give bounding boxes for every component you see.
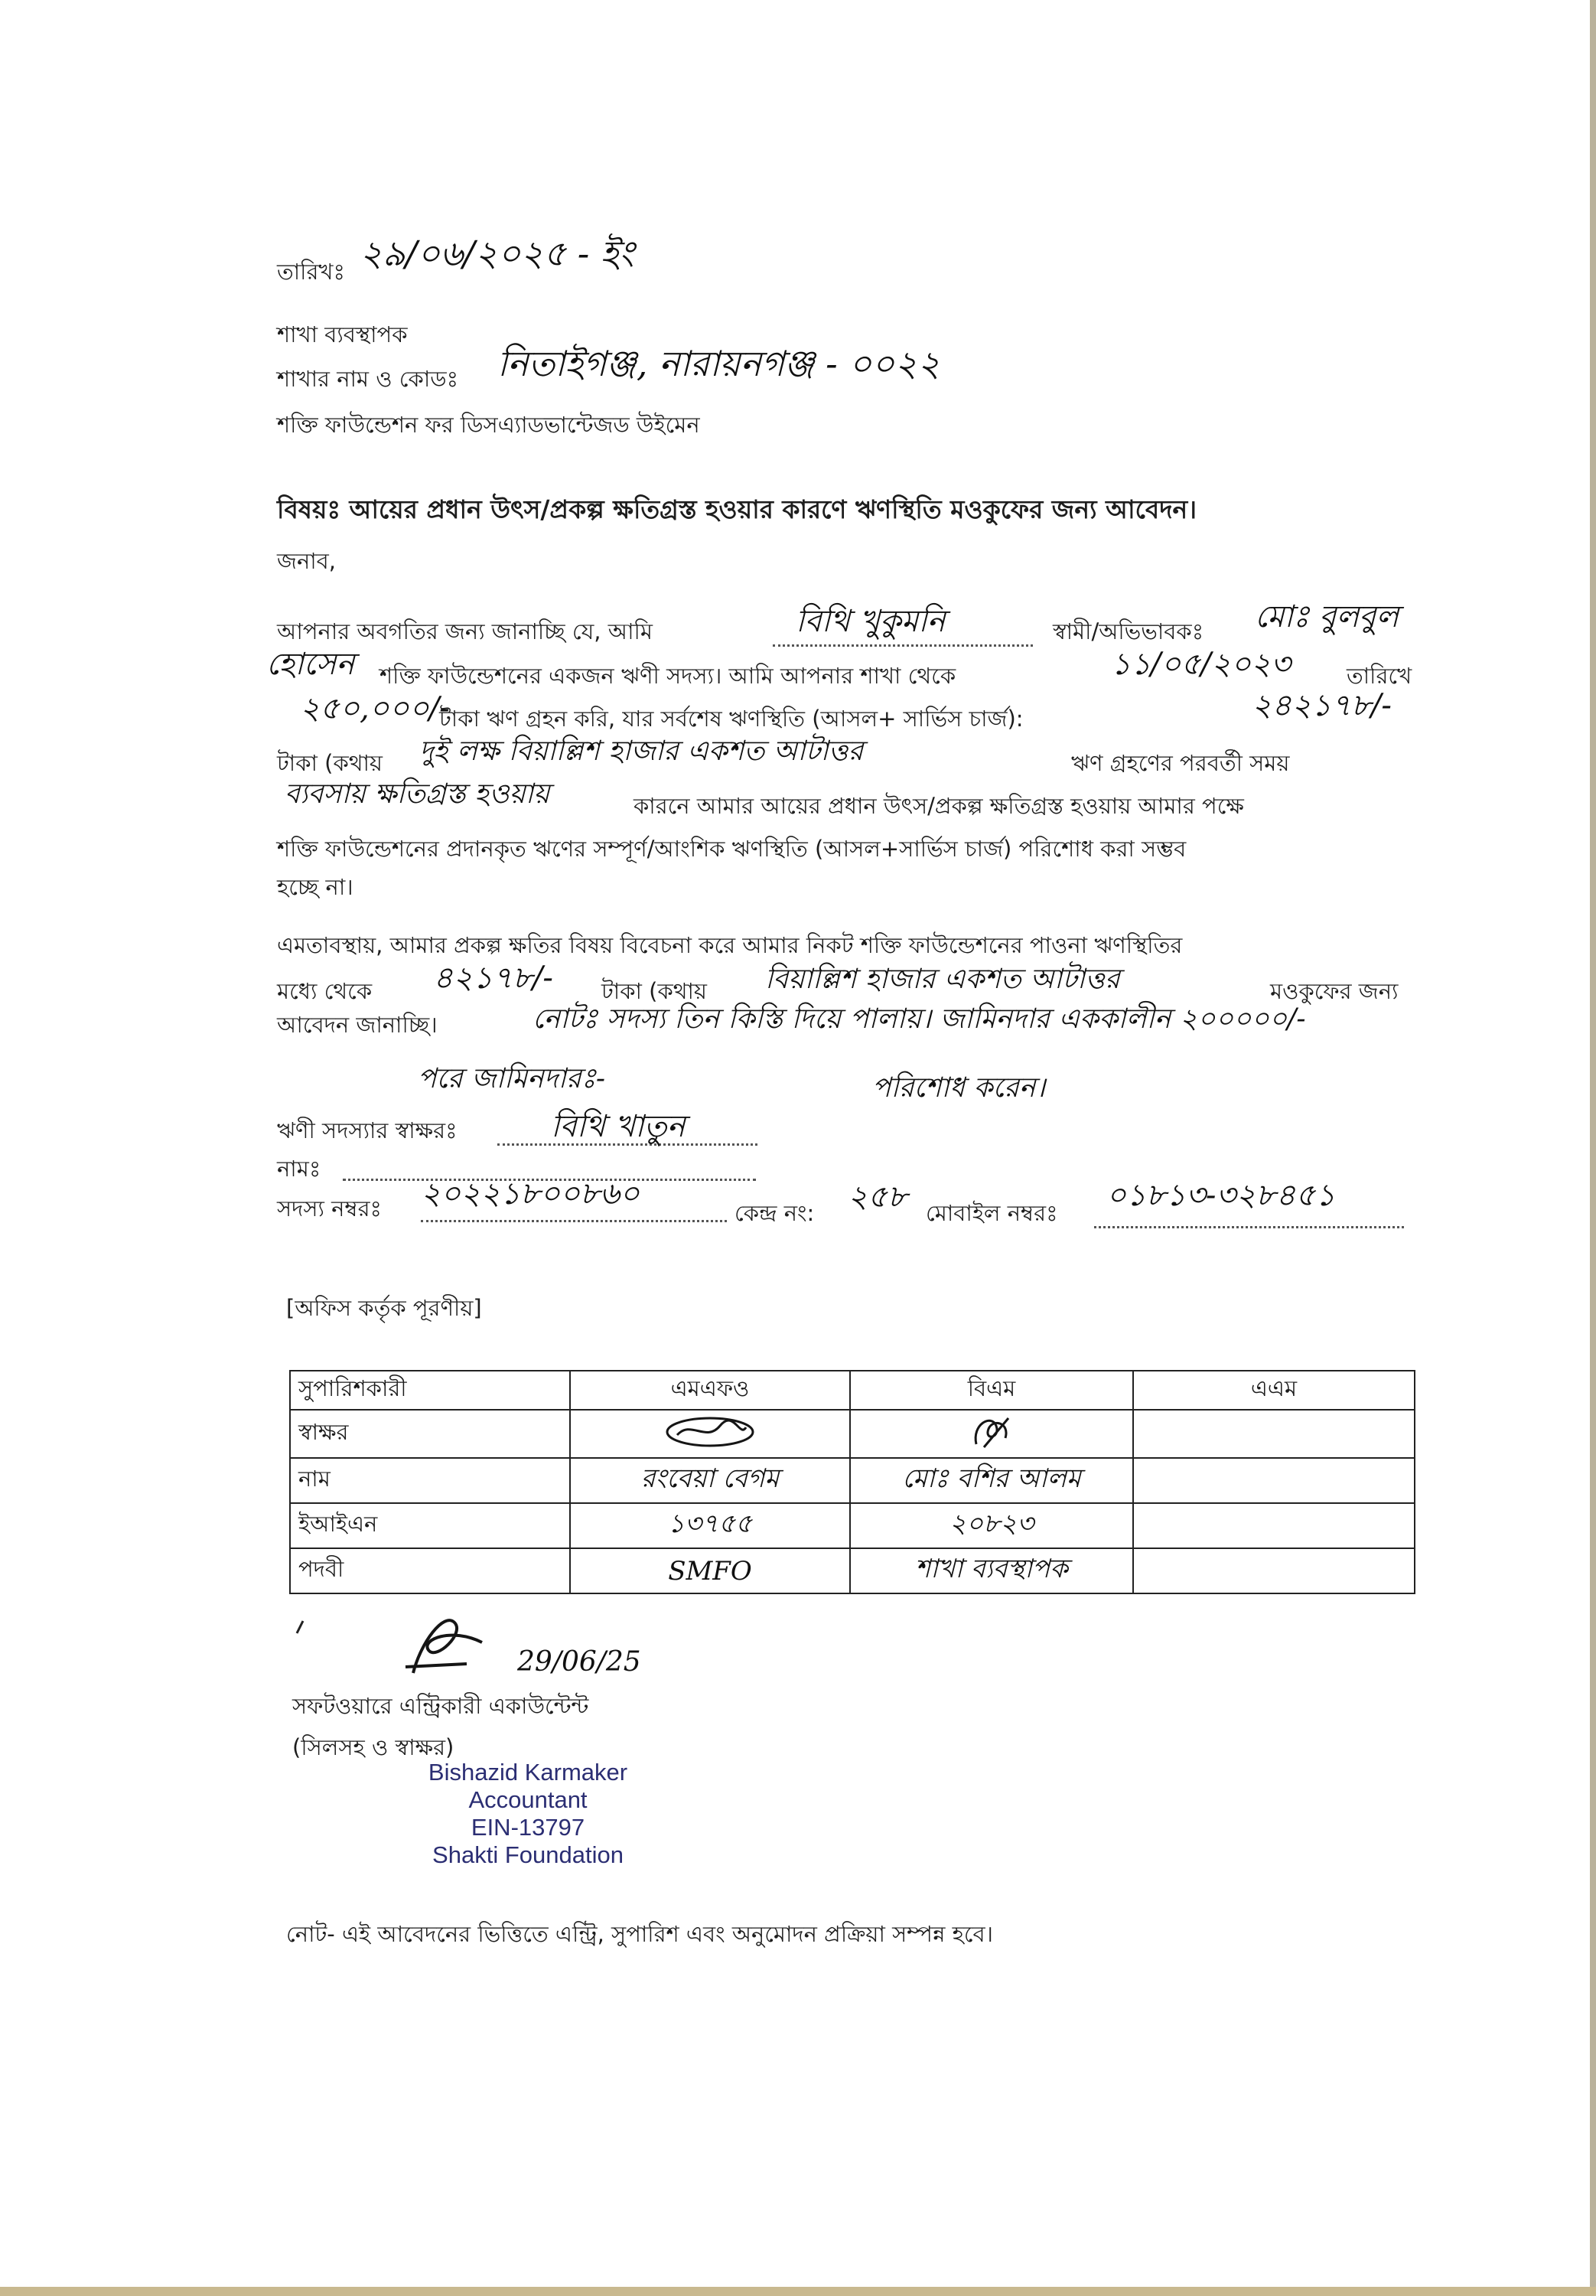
am-ein	[1133, 1503, 1415, 1548]
mobile-no-value: ০১৮১৩-৩২৮৪৫১	[1106, 1178, 1336, 1213]
bm-name: মোঃ বশির আলম	[902, 1463, 1081, 1494]
am-signature	[1133, 1410, 1415, 1458]
p2-text-2: মধ্যে থেকে	[277, 978, 373, 1004]
p1-text-1: আপনার অবগতির জন্য জানাচ্ছি যে, আমি	[277, 618, 653, 644]
mfo-name: রংবেয়া বেগম	[640, 1463, 780, 1494]
note-line-1: নোটঃ সদস্য তিন কিস্তি দিয়ে পালায়। জামিনদার এককালীন ২০০০০০/-	[533, 1003, 1306, 1035]
stamp-name: Bishazid Karmaker	[428, 1759, 628, 1786]
damage-reason-value: ব্যবসায় ক্ষতিগ্রস্ত হওয়ায়	[285, 778, 550, 810]
accountant-stamp	[375, 1759, 681, 1869]
bm-signature	[850, 1410, 1133, 1458]
note-line-3: পরিশোধ করেন।	[872, 1072, 1046, 1104]
column-header-mfo: এমএফও	[570, 1371, 850, 1410]
member-name-value: বিথি খুকুমনি	[796, 604, 946, 639]
p2-text-4: মওকুফের জন্য	[1270, 978, 1399, 1004]
p1-text-2: স্বামী/অভিভাবকঃ	[1053, 618, 1204, 644]
balance-in-words: দুই লক্ষ বিয়াল্লিশ হাজার একশত আটাত্তর	[419, 735, 864, 767]
stamp-organization: Shakti Foundation	[432, 1841, 624, 1868]
member-signature: বিথি খাতুন	[551, 1109, 686, 1144]
p1-text-5: টাকা ঋণ গ্রহন করি, যার সর্বশেষ ঋণস্থিতি (আসল+ সার্ভিস চার্জ):	[439, 706, 1024, 732]
organization-name: শক্তি ফাউন্ডেশন ফর ডিসএ্যাডভান্টেজড উইমেন	[277, 412, 700, 438]
note-line-2: পরে জামিনদারঃ-	[418, 1063, 606, 1094]
branch-label: শাখার নাম ও কোডঃ	[277, 366, 459, 392]
name-dotted-line	[773, 644, 1033, 647]
p1-text-10: হচ্ছে না।	[277, 874, 353, 900]
footer-note: নোট- এই আবেদনের ভিত্তিতে এন্ট্রি, সুপারিশ এবং অনুমোদন প্রক্রিয়া সম্পন্ন হবে।	[286, 1921, 994, 1947]
member-no-label: সদস্য নম্বরঃ	[277, 1195, 382, 1221]
date-label: তারিখঃ	[277, 259, 345, 285]
mfo-designation: SMFO	[668, 1555, 752, 1587]
waiver-amount-value: ৪২১৭৮/-	[433, 960, 553, 996]
p2-text-5: আবেদন জানাচ্ছি।	[277, 1012, 438, 1038]
table-header-row	[290, 1371, 1415, 1410]
scan-edge	[1590, 0, 1596, 2296]
row-label-signature: স্বাক্ষর	[290, 1410, 570, 1458]
accountant-title: সফটওয়ারে এন্ট্রিকারী একাউন্টেন্ট	[292, 1693, 589, 1719]
member-name-label: নামঃ	[277, 1156, 321, 1182]
row-label-ein: ইআইএন	[290, 1503, 570, 1548]
row-label-designation: পদবী	[290, 1548, 570, 1593]
p2-text-3: টাকা (কথায়	[601, 978, 708, 1004]
waiver-amount-words: বিয়াল্লিশ হাজার একশত আটাত্তর	[765, 964, 1120, 995]
mfo-ein: ১৩৭৫৫	[667, 1508, 753, 1539]
accountant-date: 29/06/25	[517, 1646, 641, 1678]
table-row	[290, 1548, 1415, 1593]
bm-designation: শাখা ব্যবস্থাপক	[915, 1554, 1068, 1584]
mfo-signature-mark	[660, 1412, 760, 1450]
accountant-signature-mark	[398, 1596, 513, 1688]
bm-signature-mark	[961, 1411, 1022, 1452]
mobile-no-dotted-line	[1094, 1226, 1404, 1228]
center-no-value: ২৫৮	[848, 1179, 907, 1215]
subject-line: বিষয়ঃ আয়ের প্রধান উৎস/প্রকল্প ক্ষতিগ্রস্ত হওয়ার কারণে ঋণস্থিতি মওকুফের জন্য আবেদন।	[277, 494, 1197, 524]
stamp-ein: EIN-13797	[471, 1814, 585, 1841]
recipient-title: শাখা ব্যবস্থাপক	[277, 321, 408, 347]
bm-ein: ২০৮২৩	[949, 1508, 1034, 1539]
member-no-value: ২০২২১৮০০৮৬০	[421, 1176, 640, 1212]
table-row	[290, 1410, 1415, 1458]
p1-text-9: শক্তি ফাউন্ডেশনের প্রদানকৃত ঋণের সম্পূর্ণ/আংশিক ঋণস্থিতি (আসল+সার্ভিস চার্জ) পরিশোধ করা সম্ভব	[277, 836, 1187, 862]
guardian-value-2: হোসেন	[266, 647, 355, 682]
column-header-am: এএম	[1133, 1371, 1415, 1410]
column-header-recommender: সুপারিশকারী	[290, 1371, 570, 1410]
loan-amount-value: ২৫০,০০০/-	[300, 691, 450, 726]
member-signature-label: ঋণী সদস্যার স্বাক্ষরঃ	[277, 1117, 458, 1143]
table-row	[290, 1503, 1415, 1548]
scan-bottom-edge	[0, 2287, 1596, 2296]
salutation: জনাব,	[277, 548, 337, 574]
recommendation-table	[289, 1370, 1415, 1594]
seal-signature-note: (সিলসহ ও স্বাক্ষর)	[292, 1734, 454, 1760]
p1-text-4: তারিখে	[1347, 663, 1412, 689]
p1-text-7: ঋণ গ্রহণের পরবর্তী সময়	[1071, 750, 1290, 776]
tick-mark	[292, 1616, 315, 1639]
date-value: ২৯/০৬/২০২৫ - ইং	[360, 233, 634, 274]
p1-text-8: কারনে আমার আয়ের প্রধান উৎস/প্রকল্প ক্ষতিগ্রস্ত হওয়ায় আমার পক্ষে	[634, 793, 1244, 819]
center-no-label: কেন্দ্র নং:	[734, 1200, 815, 1226]
branch-value: নিতাইগঞ্জ, নারায়নগঞ্জ - ০০২২	[497, 343, 940, 384]
mfo-signature	[570, 1410, 850, 1458]
am-name	[1133, 1458, 1415, 1503]
am-designation	[1133, 1548, 1415, 1593]
table-row	[290, 1458, 1415, 1503]
row-label-name: নাম	[290, 1458, 570, 1503]
loan-balance-value: ২৪২১৭৮/-	[1252, 688, 1392, 723]
office-use-heading: [অফিস কর্তৃক পূরণীয়]	[286, 1295, 482, 1321]
p1-text-3: শক্তি ফাউন্ডেশনের একজন ঋণী সদস্য। আমি আপনার শাখা থেকে	[379, 663, 956, 689]
mobile-no-label: মোবাইল নম্বরঃ	[926, 1200, 1058, 1226]
p1-text-6: টাকা (কথায়	[277, 750, 383, 776]
column-header-bm: বিএম	[850, 1371, 1133, 1410]
loan-date-value: ১১/০৫/২০২৩	[1111, 647, 1291, 682]
member-no-dotted-line	[421, 1220, 727, 1222]
stamp-title: Accountant	[468, 1786, 588, 1813]
guardian-value-1: মোঃ বুলবুল	[1255, 599, 1399, 634]
p2-text-1: এমতাবস্থায়, আমার প্রকল্প ক্ষতির বিষয় বিবেচনা করে আমার নিকট শক্তি ফাউন্ডেশনের পাওনা ঋণস্থিতির	[277, 932, 1183, 958]
